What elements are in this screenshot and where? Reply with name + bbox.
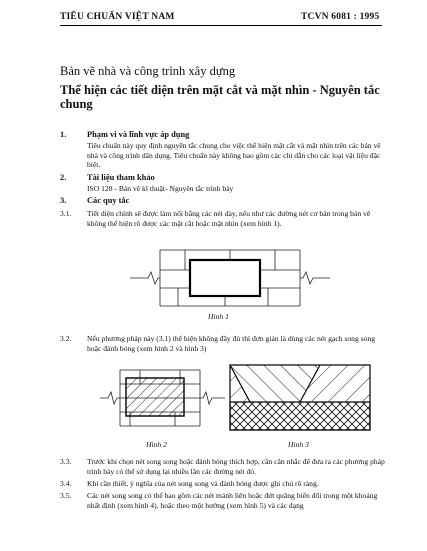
header-left: TIÊU CHUẨN VIỆT NAM [60, 12, 175, 22]
rule-3-4-text: Khi cần thiết, ý nghĩa của nét song song và đánh bóng được ghi chú rõ ràng. [87, 479, 319, 488]
section-3-title: Các quy tắc [87, 196, 130, 205]
section-1-number: 1. [60, 130, 67, 139]
document-subtitle: Thể hiện các tiết diện trên mặt cắt và mặt nhìn - Nguyên tắc chung [60, 83, 380, 111]
rule-3-4-number: 3.4. [60, 479, 72, 488]
rule-3-2-text: Nếu phương pháp này (3.1) thể hiện không đầy đủ thì đơn giản là dùng các nét gạch song song hoặc đánh bóng (xem hình 2 và hình 3) [87, 334, 375, 353]
rule-3-3-text: Trước khi chọn nét song song hoặc đánh bóng thích hợp, cần cân nhắc để đưa ra các phương pháp trình bày có thể sử dụng lại nhiều lần các đường nét đó. [87, 457, 385, 476]
rule-3-1-number: 3.1. [60, 209, 72, 218]
rule-3-3-number: 3.3. [60, 457, 72, 466]
figure-3-caption: Hình 3 [288, 440, 309, 449]
figure-2-caption: Hình 2 [146, 440, 167, 449]
rule-3-5-number: 3.5. [60, 491, 72, 500]
section-3-number: 3. [60, 196, 67, 205]
document-title: Bản vẽ nhà và công trình xây dựng [60, 64, 236, 78]
figure-1-caption: Hình 1 [208, 312, 229, 321]
rule-3-5-text: Các nét song song có thể bao gồm các nét mảnh liên hoặc đứt quãng biến đổi trong một khoảng nhất định (xem hình 4), hoặc theo một hướng (xem hình 5) và các dạng [87, 491, 378, 510]
section-1-text: Tiêu chuẩn này quy định nguyên tắc chung cho việc thể hiện mặt cắt và mặt nhìn trên các bản vẽ nhà và công trình dân dụng. Tiêu chuẩn này không bao gồm các chỉ dẫn cho các loại vật liệu đặc biệt. [87, 141, 381, 170]
section-2-text: ISO 128 - Bản vẽ kĩ thuật- Nguyên tắc trình bày [87, 184, 234, 193]
rule-3-2-number: 3.2. [60, 334, 72, 343]
section-1-title: Phạm vi và lĩnh vực áp dụng [87, 130, 190, 139]
section-2-number: 2. [60, 173, 67, 182]
rule-3-1-text: Tiết diện chính sẽ được làm nổi bằng các nét dày, nếu như các đường nét cơ bản trong bản vẽ không thể hiện rõ được các mặt cắt hoặc mặt nhìn (xem hình 1). [87, 209, 371, 228]
section-2-title: Tài liệu tham khảo [87, 173, 155, 182]
header-right: TCVN 6081 : 1995 [301, 12, 380, 22]
